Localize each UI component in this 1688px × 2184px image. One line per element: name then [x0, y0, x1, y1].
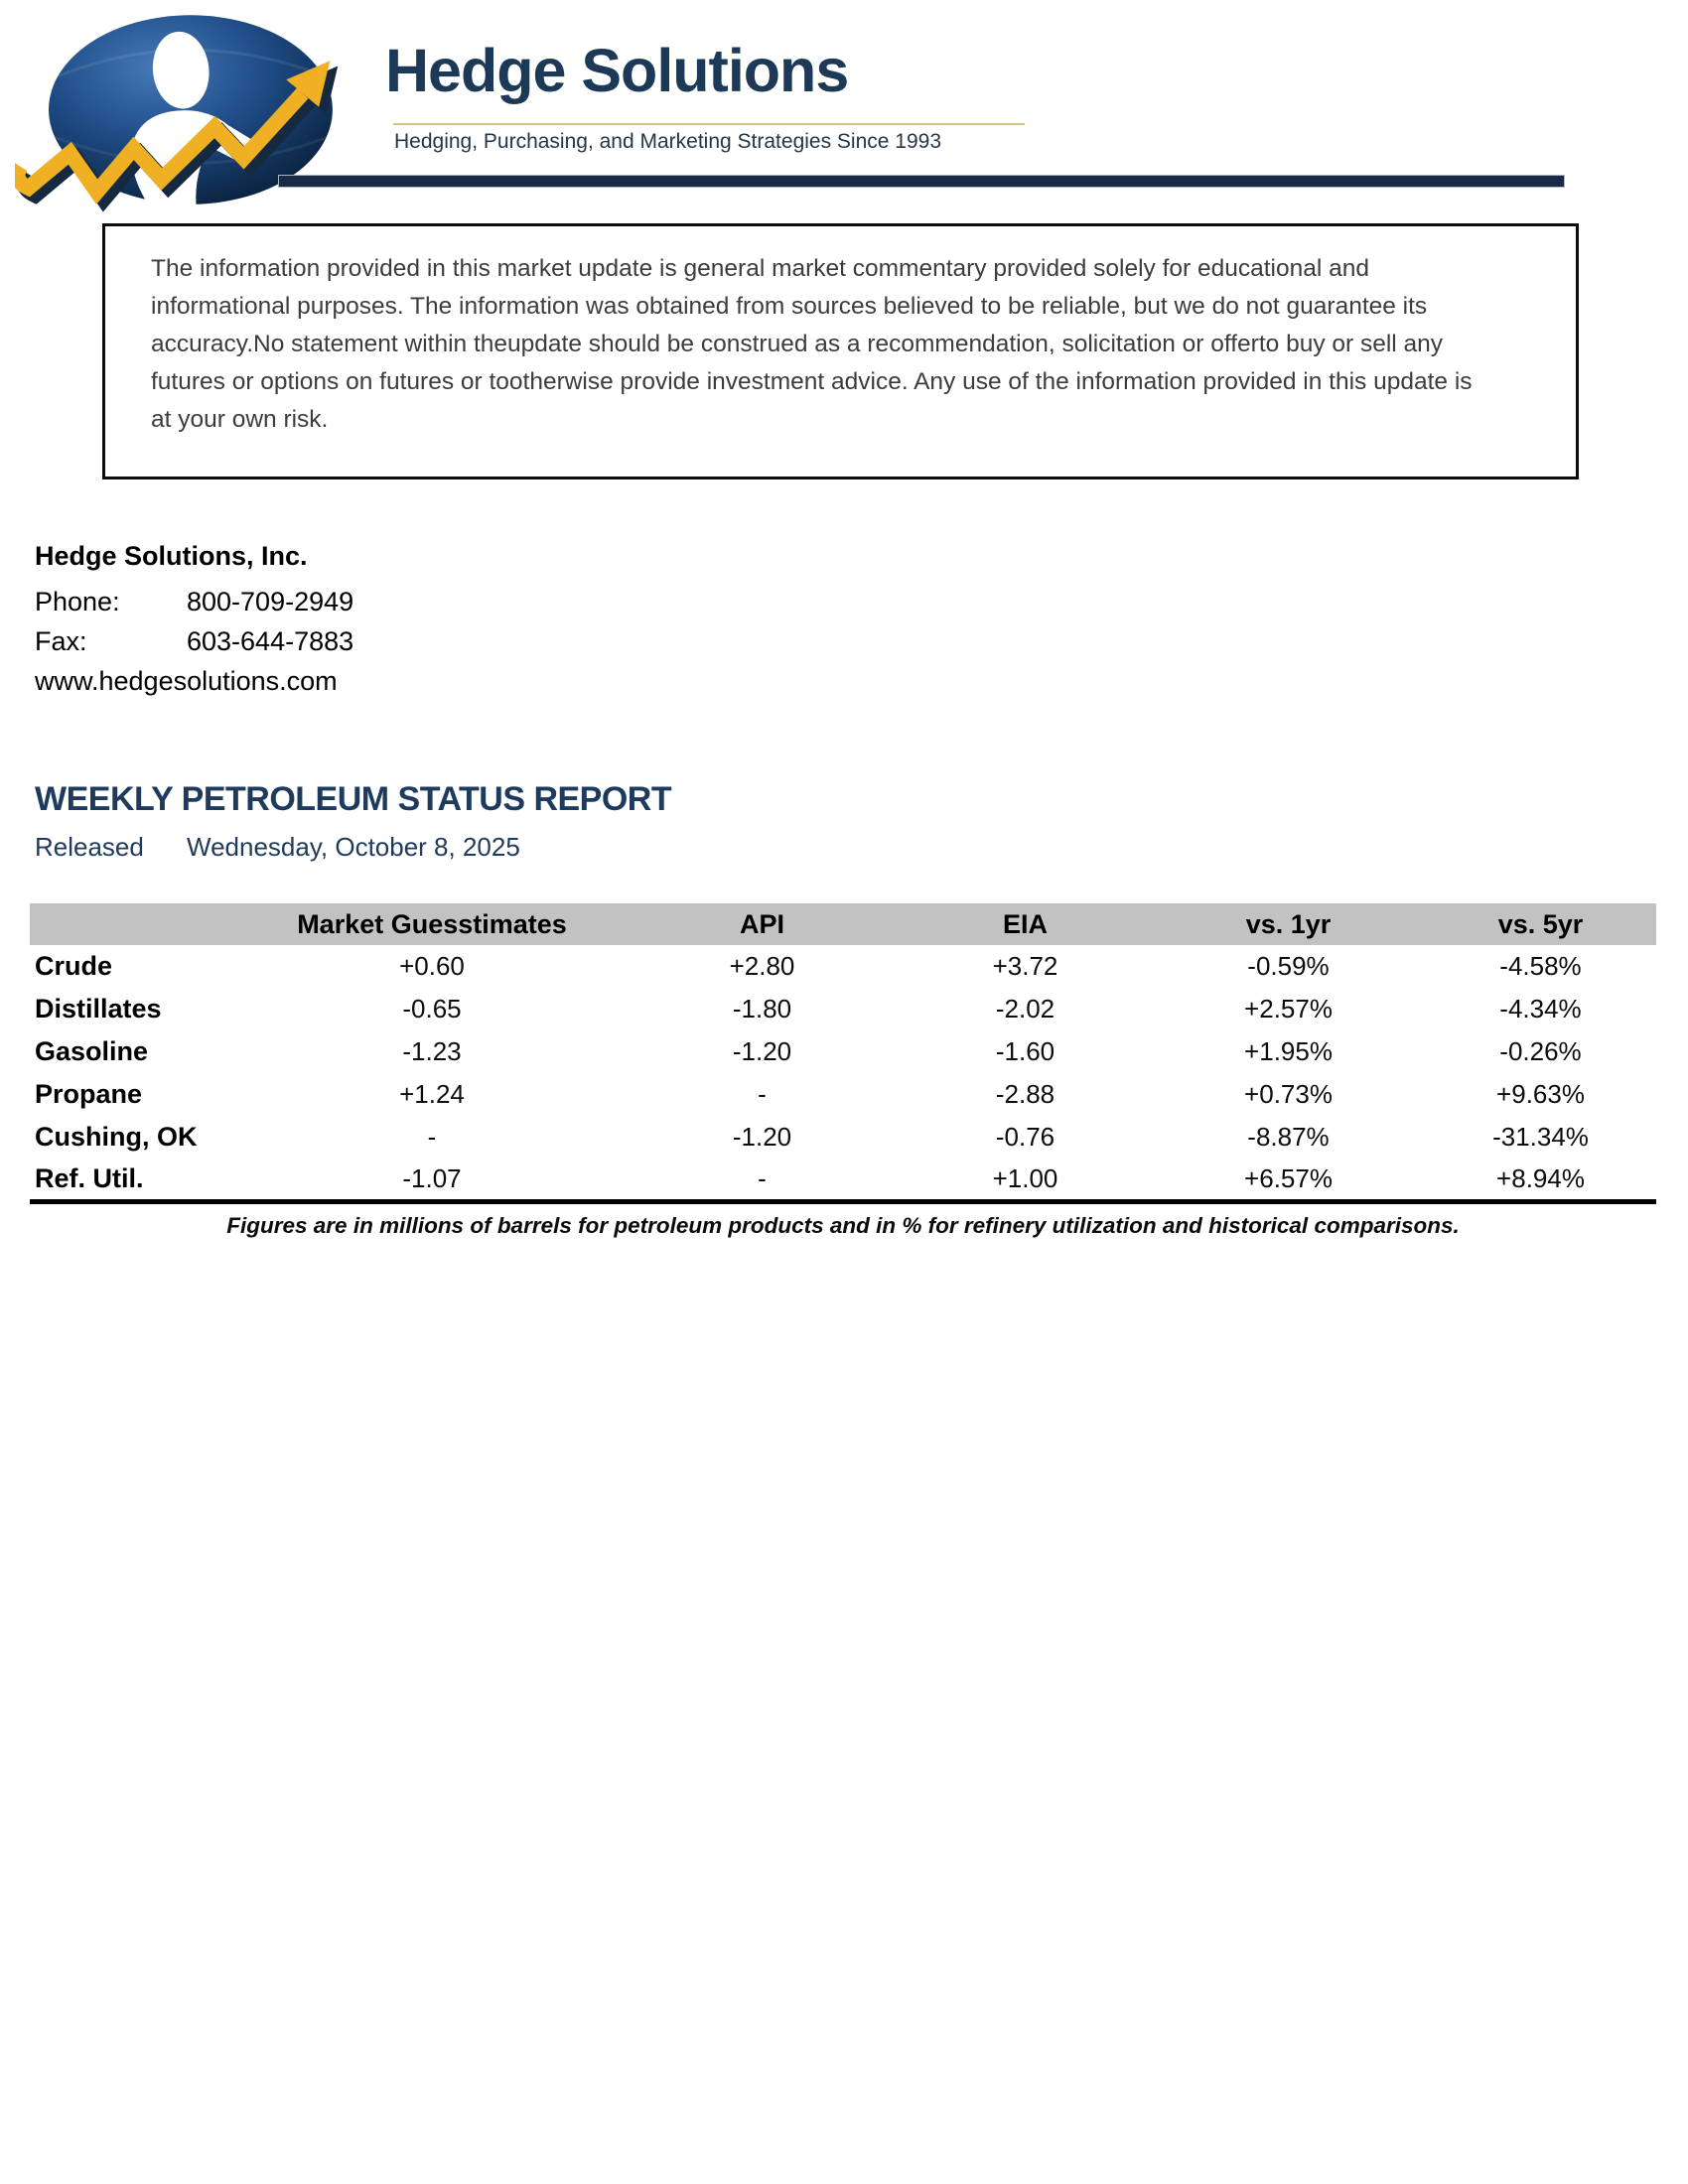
- table-cell: -8.87%: [1247, 1122, 1330, 1152]
- table-cell: +3.72: [992, 951, 1058, 981]
- table-cell: -2.88: [995, 1079, 1055, 1109]
- brand-name: Hedge Solutions: [385, 37, 849, 104]
- row-label: Cushing, OK: [35, 1122, 198, 1152]
- brand-gold-rule: [393, 123, 1025, 125]
- row-label: Ref. Util.: [30, 1159, 238, 1201]
- table-cell: -4.34%: [1499, 994, 1582, 1024]
- phone-label: Phone:: [35, 587, 120, 616]
- table-cell: -2.02: [995, 994, 1055, 1024]
- table-row-cushing-ok: [30, 1116, 1656, 1159]
- disclaimer-box: [102, 223, 1579, 479]
- table-cell: -0.65: [402, 994, 462, 1024]
- table-row-distillates: [30, 988, 1656, 1030]
- table-cell: +1.95%: [1244, 1036, 1333, 1066]
- table-cell: -0.59%: [1247, 951, 1330, 981]
- table-cell: +2.57%: [1244, 994, 1333, 1024]
- fax-row: [35, 621, 353, 661]
- col-header-api: API: [626, 903, 899, 945]
- row-label: Propane: [35, 1079, 143, 1109]
- disclaimer-text: The information provided in this market update is general market commentary provided solely for educational and informational purposes. The information was obtained from sources believed to be reliable, but we do not guarantee its accuracy.No statement within theupdate should be construed as a recommendation, solicitation or offerto buy or sell any futures or options on futures or tootherwise provide investment advice. Any use of the information provided in this update is at your own risk.: [151, 255, 1473, 433]
- header-navy-bar: [278, 175, 1565, 188]
- row-label: Crude: [35, 951, 113, 981]
- col-header-eia: EIA: [899, 903, 1152, 945]
- row-label: Gasoline: [35, 1036, 149, 1066]
- table-cell: -1.07: [238, 1159, 626, 1201]
- phone-row: [35, 582, 353, 621]
- table-cell: +8.94%: [1425, 1159, 1656, 1201]
- petroleum-table: [30, 903, 1656, 1204]
- table-cell: -4.58%: [1499, 951, 1582, 981]
- table-cell: -1.20: [732, 1122, 792, 1152]
- table-row-ref-util: [30, 1159, 1656, 1201]
- table-cell: -1.20: [732, 1036, 792, 1066]
- fax-label: Fax:: [35, 626, 87, 656]
- table-cell: +0.60: [399, 951, 465, 981]
- table-row-propane: [30, 1073, 1656, 1116]
- report-title: WEEKLY PETROLEUM STATUS REPORT: [35, 780, 672, 818]
- col-header-blank: [30, 903, 238, 945]
- table-cell: -: [758, 1079, 767, 1109]
- table-header-row: [30, 903, 1656, 945]
- table-cell: +9.63%: [1496, 1079, 1585, 1109]
- table-cell: -0.26%: [1499, 1036, 1582, 1066]
- table-cell: +2.80: [729, 951, 795, 981]
- table-footnote: Figures are in millions of barrels for petroleum products and in % for refinery utilization and historical comparisons.: [226, 1213, 1460, 1238]
- table-cell: -1.80: [732, 994, 792, 1024]
- released-date: Wednesday, October 8, 2025: [187, 832, 520, 862]
- table-cell: +1.00: [899, 1159, 1152, 1201]
- company-name: Hedge Solutions, Inc.: [35, 541, 308, 571]
- fax-value: 603-644-7883: [187, 626, 354, 656]
- row-label: Distillates: [35, 994, 162, 1024]
- table-row-gasoline: [30, 1030, 1656, 1073]
- phone-value: 800-709-2949: [187, 587, 354, 616]
- released-row: [35, 832, 520, 863]
- released-label: Released: [35, 832, 144, 862]
- col-header-vs-5yr: vs. 5yr: [1425, 903, 1656, 945]
- contact-block: [35, 541, 353, 701]
- table-cell: +6.57%: [1152, 1159, 1425, 1201]
- website-link[interactable]: www.hedgesolutions.com: [35, 666, 338, 696]
- table-cell: -: [427, 1122, 437, 1152]
- table-cell: +0.73%: [1244, 1079, 1333, 1109]
- table-cell: -31.34%: [1492, 1122, 1589, 1152]
- table-cell: +1.24: [399, 1079, 465, 1109]
- table-cell: -0.76: [995, 1122, 1055, 1152]
- col-header-market-guesstimates: Market Guesstimates: [238, 903, 626, 945]
- table-cell: -1.23: [402, 1036, 462, 1066]
- brand-tagline: Hedging, Purchasing, and Marketing Strategies Since 1993: [394, 130, 942, 153]
- table-cell: -: [626, 1159, 899, 1201]
- table-cell: -1.60: [995, 1036, 1055, 1066]
- table-row-crude: [30, 945, 1656, 988]
- col-header-vs-1yr: vs. 1yr: [1152, 903, 1425, 945]
